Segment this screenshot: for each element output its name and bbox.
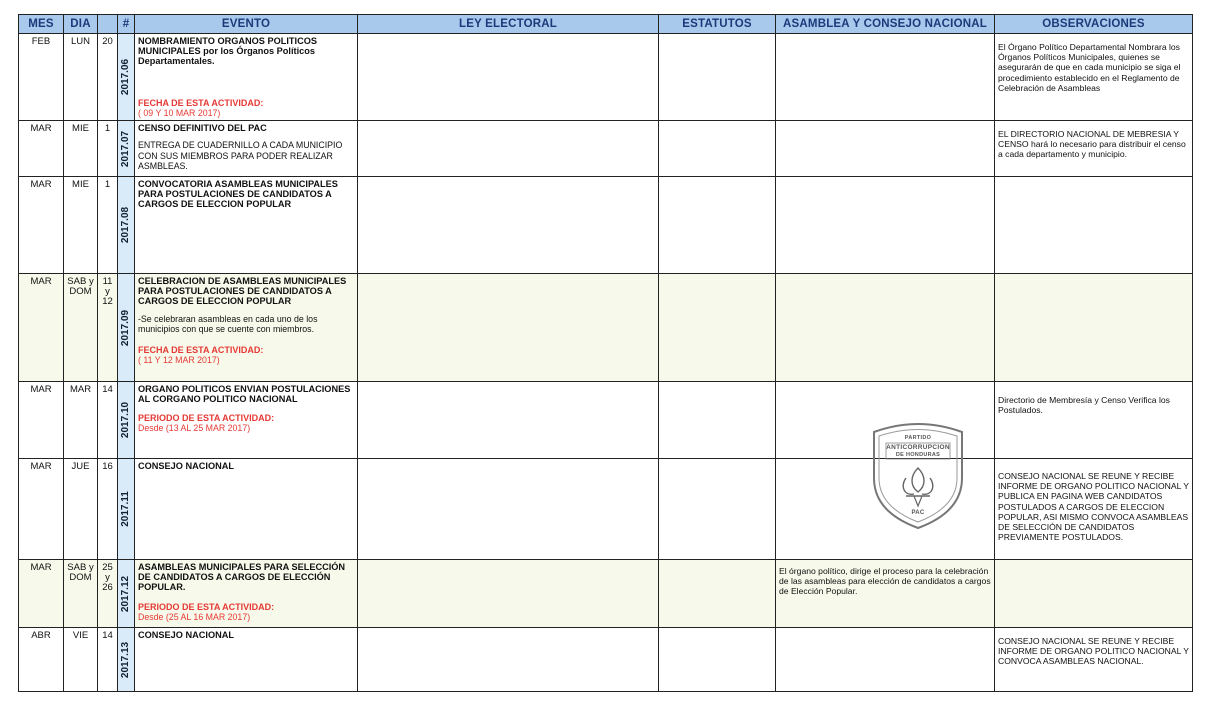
- cell-mes: MAR: [19, 560, 64, 628]
- header-num: [98, 15, 118, 34]
- header-mes: MES: [19, 15, 64, 34]
- cell-num: 25 y 26: [98, 560, 118, 628]
- cell-estatutos: [659, 560, 776, 628]
- header-dia: DIA: [64, 15, 98, 34]
- cell-estatutos: [659, 382, 776, 459]
- cell-dia: VIE: [64, 628, 98, 692]
- cell-evento: [135, 34, 358, 121]
- event-body: ENTREGA DE CUADERNILLO A CADA MUNICIPIO CON SUS MIEMBROS PARA PODER REALIZAR ASMBLEAS.: [138, 140, 343, 172]
- cell-asamblea: [776, 34, 995, 121]
- stamp-line-4: PAC: [911, 510, 925, 516]
- event-body: -Se celebraran asambleas en cada uno de los municipios con que se cuente con miembros.: [138, 313, 318, 335]
- cell-asamblea: [776, 177, 995, 274]
- event-title: CONSEJO NACIONAL: [138, 461, 234, 471]
- cell-num: 16: [98, 459, 118, 560]
- event-title: CELEBRACION DE ASAMBLEAS MUNICIPALES PARA POSTULACIONES DE CANDIDATOS A CARGOS DE ELECCION POPULAR: [138, 276, 347, 307]
- cell-mes: MAR: [19, 177, 64, 274]
- activity-code: 2017.07: [119, 130, 131, 167]
- observation-text: Directorio de Membresía y Censo Verifica los Postulados.: [998, 395, 1170, 416]
- table-row: [19, 177, 1193, 274]
- cell-observaciones: [995, 628, 1193, 692]
- cell-mes: MAR: [19, 274, 64, 382]
- stamp-line-3: DE HONDURAS: [895, 452, 941, 458]
- cell-evento: [135, 177, 358, 274]
- event-title: CONVOCATORIA ASAMBLEAS MUNICIPALES PARA POSTULACIONES DE CANDIDATOS A CARGOS DE ELECCION POPULAR: [138, 179, 338, 210]
- observation-text: El Órgano Político Departamental Nombrara los Órganos Políticos Municipales, quienes se asegurarán de que en cada municipio se siga el procedimiento establecido en el Reglamento de Celebración de Asambleas: [998, 42, 1181, 93]
- cell-code: [118, 177, 135, 274]
- cell-ley: [358, 121, 659, 177]
- header-asamblea: ASAMBLEA Y CONSEJO NACIONAL: [776, 15, 995, 34]
- table-row: [19, 459, 1193, 560]
- cell-estatutos: [659, 121, 776, 177]
- cell-estatutos: [659, 274, 776, 382]
- cell-estatutos: [659, 459, 776, 560]
- cell-dia: JUE: [64, 459, 98, 560]
- activity-code: 2017.09: [119, 309, 131, 346]
- activity-code: 2017.06: [119, 58, 131, 96]
- header-hash: #: [118, 15, 135, 34]
- cell-observaciones: [995, 560, 1193, 628]
- table-row: [19, 121, 1193, 177]
- schedule-table: [18, 14, 1193, 692]
- header-ley: LEY ELECTORAL: [358, 15, 659, 34]
- activity-code: 2017.10: [119, 401, 131, 439]
- cell-num: 1: [98, 121, 118, 177]
- header-observaciones: OBSERVACIONES: [995, 15, 1193, 34]
- cell-code: [118, 34, 135, 121]
- cell-ley: [358, 177, 659, 274]
- date-value: ( 11 Y 12 MAR 2017): [138, 354, 220, 365]
- cell-asamblea: [776, 560, 995, 628]
- cell-num: 11 y 12: [98, 274, 118, 382]
- cell-observaciones: [995, 34, 1193, 121]
- table-row: [19, 274, 1193, 382]
- cell-observaciones: [995, 177, 1193, 274]
- cell-dia: SAB y DOM: [64, 274, 98, 382]
- cell-code: [118, 274, 135, 382]
- date-value: Desde (25 AL 16 MAR 2017): [138, 611, 251, 622]
- cell-ley: [358, 34, 659, 121]
- date-label: PERIODO DE ESTA ACTIVIDAD:: [138, 413, 275, 424]
- cell-code: [118, 628, 135, 692]
- cell-mes: MAR: [19, 459, 64, 560]
- activity-code: 2017.11: [119, 491, 131, 527]
- cell-observaciones: [995, 121, 1193, 177]
- date-label: FECHA DE ESTA ACTIVIDAD:: [138, 97, 264, 108]
- cell-ley: [358, 274, 659, 382]
- table-row: [19, 628, 1193, 692]
- cell-mes: ABR: [19, 628, 64, 692]
- cell-dia: SAB y DOM: [64, 560, 98, 628]
- event-title: ORGANO POLITICOS ENVIAN POSTULACIONES AL CORGANO POLITICO NACIONAL: [138, 384, 351, 405]
- cell-evento: [135, 628, 358, 692]
- cell-ley: [358, 628, 659, 692]
- table-row: [19, 560, 1193, 628]
- cell-num: 14: [98, 628, 118, 692]
- cell-asamblea: [776, 121, 995, 177]
- cell-evento: [135, 459, 358, 560]
- cell-evento: [135, 382, 358, 459]
- event-title: ASAMBLEAS MUNICIPALES PARA SELECCIÓN DE CANDIDATOS A CARGOS DE ELECCIÓN POPULAR.: [138, 562, 346, 593]
- cell-evento: [135, 560, 358, 628]
- cell-dia: MIE: [64, 121, 98, 177]
- assembly-text: El órgano político, dirige el proceso para la celebración de las asambleas para elección de candidatos a cargos de Elección Popular.: [779, 566, 991, 597]
- cell-dia: MAR: [64, 382, 98, 459]
- cell-evento: [135, 121, 358, 177]
- cell-dia: MIE: [64, 177, 98, 274]
- date-value: ( 09 Y 10 MAR 2017): [138, 107, 221, 118]
- event-title: CONSEJO NACIONAL: [138, 630, 234, 640]
- date-label: PERIODO DE ESTA ACTIVIDAD:: [138, 601, 275, 612]
- cell-estatutos: [659, 177, 776, 274]
- cell-observaciones: [995, 459, 1193, 560]
- activity-code: 2017.13: [119, 641, 131, 678]
- cell-ley: [358, 560, 659, 628]
- cell-code: [118, 382, 135, 459]
- cell-dia: LUN: [64, 34, 98, 121]
- cell-code: [118, 121, 135, 177]
- cell-num: 20: [98, 34, 118, 121]
- table-row: [19, 382, 1193, 459]
- cell-code: [118, 459, 135, 560]
- cell-num: 1: [98, 177, 118, 274]
- cell-asamblea: [776, 274, 995, 382]
- cell-mes: MAR: [19, 382, 64, 459]
- activity-code: 2017.12: [119, 575, 131, 612]
- cell-ley: [358, 459, 659, 560]
- cell-estatutos: [659, 34, 776, 121]
- observation-text: EL DIRECTORIO NACIONAL DE MEBRESIA Y CENSO hará lo necesario para distribuir el censo a cada departamento y municipio.: [998, 129, 1186, 160]
- header-evento: EVENTO: [135, 15, 358, 34]
- date-value: Desde (13 AL 25 MAR 2017): [138, 423, 251, 434]
- activity-code: 2017.08: [119, 206, 131, 244]
- cell-ley: [358, 382, 659, 459]
- date-label: FECHA DE ESTA ACTIVIDAD:: [138, 344, 264, 355]
- observation-text: CONSEJO NACIONAL SE REUNE Y RECIBE INFORME DE ORGANO POLITICO NACIONAL Y CONVOCA ASAMBLEAS NACIONAL.: [998, 636, 1189, 667]
- cell-observaciones: [995, 382, 1193, 459]
- event-title: NOMBRAMIENTO ORGANOS POLITICOS MUNICIPALES por los Órganos Políticos Departamentales.: [138, 36, 317, 67]
- party-seal-stamp: [870, 420, 966, 530]
- stamp-line-2: ANTICORRUPCION: [886, 444, 950, 451]
- cell-code: [118, 560, 135, 628]
- table-row: [19, 34, 1193, 121]
- cell-num: 14: [98, 382, 118, 459]
- header-row: [19, 15, 1193, 34]
- cell-evento: [135, 274, 358, 382]
- observation-text: CONSEJO NACIONAL SE REUNE Y RECIBE INFORME DE ORGANO POLITICO NACIONAL Y PUBLICA EN PAGINA WEB CANDIDATOS POSTULADOS A CARGOS DE ELECCION POPULAR, ASI MISMO CONVOCA ASAMBLEAS DE SELECCIÓN DE CANDIDATOS PREVIAMENTE POSTULADOS.: [998, 471, 1189, 543]
- schedule-sheet: [18, 14, 1192, 704]
- cell-estatutos: [659, 628, 776, 692]
- cell-observaciones: [995, 274, 1193, 382]
- header-estatutos: ESTATUTOS: [659, 15, 776, 34]
- stamp-line-1: PARTIDO: [904, 435, 932, 441]
- cell-mes: MAR: [19, 121, 64, 177]
- cell-mes: FEB: [19, 34, 64, 121]
- event-title: CENSO DEFINITIVO DEL PAC: [138, 123, 267, 133]
- cell-asamblea: [776, 628, 995, 692]
